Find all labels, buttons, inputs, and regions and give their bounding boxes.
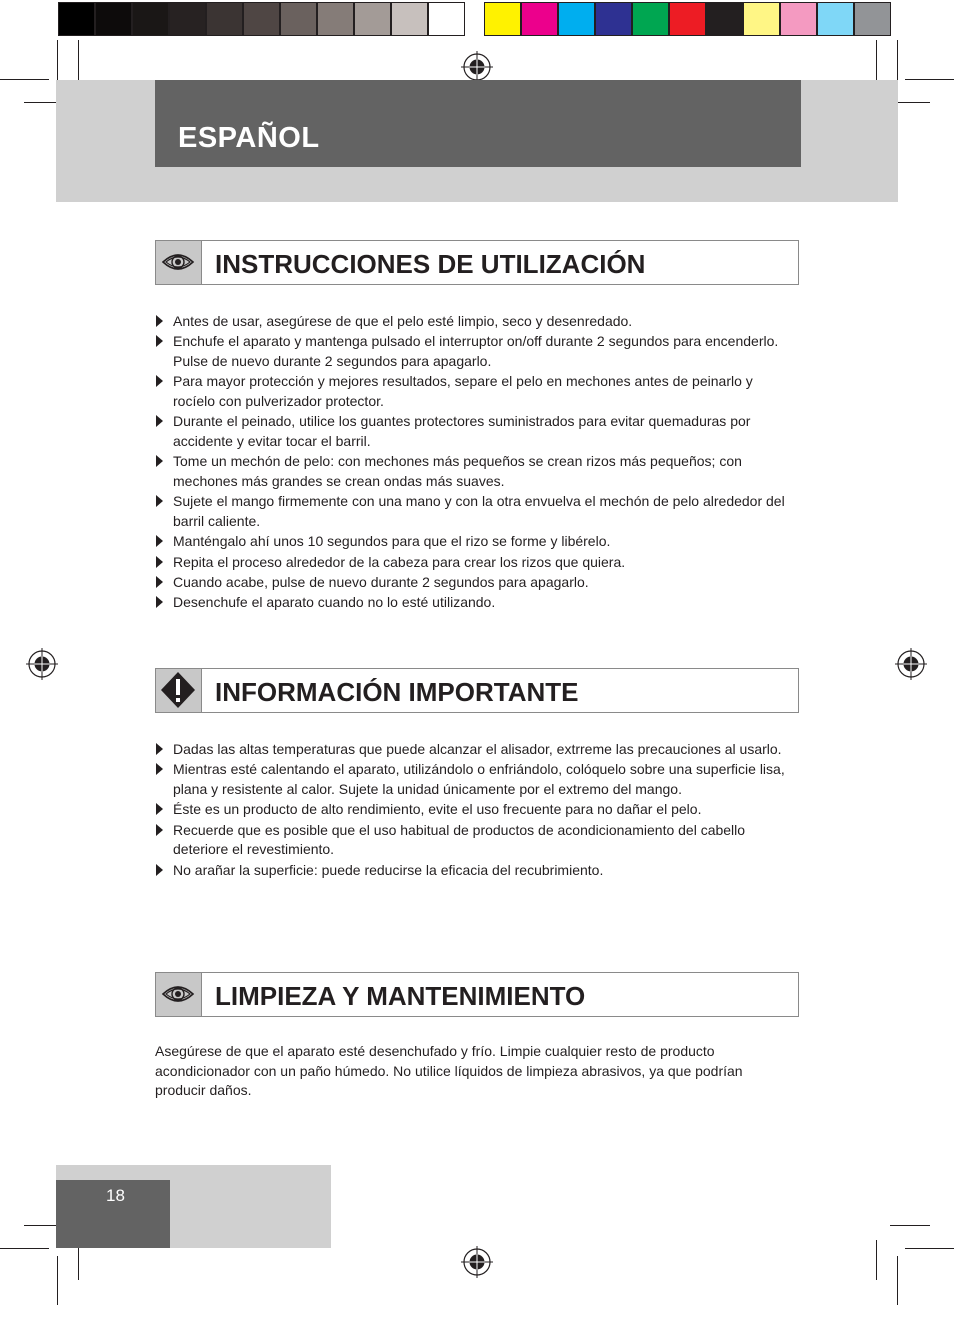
important-list [155,740,785,881]
registration-mark-icon [461,1246,493,1278]
eye-icon [156,973,202,1016]
usage-list [155,312,785,613]
grayscale-swatch [391,2,428,36]
registration-mark-icon [895,648,927,680]
page-number: 18 [106,1186,125,1205]
grayscale-swatch [354,2,391,36]
color-swatch [595,2,632,36]
bullet-triangle-icon [156,315,163,327]
section-header-usage [155,240,799,285]
bullet-triangle-icon [156,415,163,427]
list-item: Dadas las altas temperaturas que puede alcanzar el alisador, extrreme las precauciones al usarlo. [155,740,785,760]
registration-mark-icon [26,648,58,680]
list-item: Mientras esté calentando el aparato, utilizándolo o enfriándolo, colóquelo sobre una superficie lisa, plana y resistente al calor. Sujete la unidad únicamente por el extremo del mango. [155,760,785,799]
list-item: Manténgalo ahí unos 10 segundos para que el rizo se forme y libérelo. [155,532,785,552]
grayscale-swatch [95,2,132,36]
grayscale-swatch [169,2,206,36]
section-header-important [155,668,799,713]
bullet-triangle-icon [156,864,163,876]
color-swatch [780,2,817,36]
section-title-usage: INSTRUCCIONES DE UTILIZACIÓN [215,249,646,279]
list-item: Durante el peinado, utilice los guantes protectores suministrados para evitar quemaduras por accidente y evitar tocar el barril. [155,412,785,451]
color-swatch [706,2,743,36]
color-swatch [817,2,854,36]
list-item: Desenchufe el aparato cuando no lo esté utilizando. [155,593,785,613]
grayscale-swatch [317,2,354,36]
list-item: Recuerde que es posible que el uso habitual de productos de acondicionamiento del cabello deteriore el revestimiento. [155,821,785,860]
color-swatch [632,2,669,36]
bullet-triangle-icon [156,535,163,547]
bullet-triangle-icon [156,763,163,775]
bullet-triangle-icon [156,576,163,588]
grayscale-swatch [428,2,465,36]
grayscale-swatch [132,2,169,36]
bullet-triangle-icon [156,556,163,568]
section-title-cleaning: LIMPIEZA Y MANTENIMIENTO [215,981,586,1011]
section-title-important: INFORMACIÓN IMPORTANTE [215,677,579,707]
crop-mark [0,79,49,80]
cleaning-text: Asegúrese de que el aparato esté desenchufado y frío. Limpie cualquier resto de producto acondicionador con un paño húmedo. No utilice líquidos de limpieza abrasivos, ya que podrían producir daños. [155,1043,743,1099]
list-item: Para mayor protección y mejores resultados, separe el pelo en mechones antes de peinarlo y rocíelo con pulverizador protector. [155,372,785,411]
color-calibration-bar [56,0,898,40]
section-header-cleaning [155,972,799,1017]
language-title: ESPAÑOL [178,122,320,154]
grayscale-swatch [206,2,243,36]
grayscale-swatch [243,2,280,36]
list-item: Cuando acabe, pulse de nuevo durante 2 segundos para apagarlo. [155,573,785,593]
bullet-triangle-icon [156,495,163,507]
grayscale-swatch [58,2,95,36]
crop-mark [876,1240,877,1280]
grayscale-swatch [280,2,317,36]
crop-mark [57,1256,58,1305]
crop-mark [905,79,954,80]
crop-mark [0,1248,49,1249]
bullet-triangle-icon [156,455,163,467]
bullet-triangle-icon [156,824,163,836]
bullet-triangle-icon [156,803,163,815]
color-swatch [669,2,706,36]
crop-mark [890,1225,930,1226]
color-swatch [558,2,595,36]
warning-icon [156,669,202,712]
list-item: No arañar la superficie: puede reducirse la eficacia del recubrimiento. [155,861,785,881]
bullet-triangle-icon [156,335,163,347]
color-swatch [484,2,521,36]
list-item: Tome un mechón de pelo: con mechones más pequeños se crean rizos más pequeños; con mechones más grandes se crean ondas más suaves. [155,452,785,491]
list-item: Éste es un producto de alto rendimiento, evite el uso frecuente para no dañar el pelo. [155,800,785,820]
list-item: Antes de usar, asegúrese de que el pelo esté limpio, seco y desenredado. [155,312,785,332]
list-item: Repita el proceso alrededor de la cabeza para crear los rizos que quiera. [155,553,785,573]
list-item: Sujete el mango firmemente con una mano y con la otra envuelva el mechón de pelo alrededor del barril caliente. [155,492,785,531]
bullet-triangle-icon [156,596,163,608]
crop-mark [897,1256,898,1305]
color-swatch [854,2,891,36]
crop-mark [905,1248,954,1249]
list-item: Enchufe el aparato y mantenga pulsado el interruptor on/off durante 2 segundos para encenderlo. Pulse de nuevo durante 2 segundos para apagarlo. [155,332,785,371]
registration-mark-icon [461,51,493,83]
eye-icon [156,241,202,284]
color-swatch [521,2,558,36]
bullet-triangle-icon [156,375,163,387]
color-swatch [743,2,780,36]
bullet-triangle-icon [156,743,163,755]
